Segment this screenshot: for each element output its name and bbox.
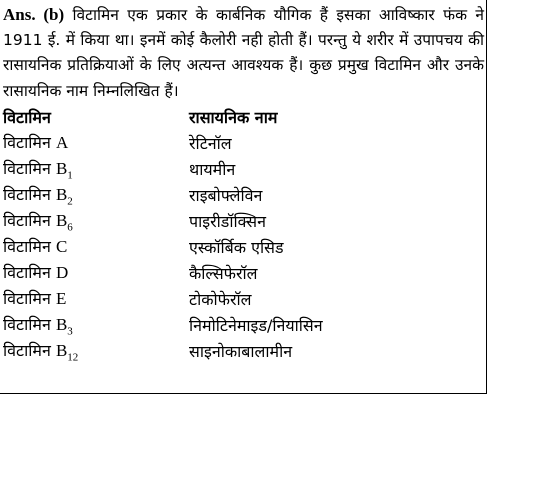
table-row xyxy=(3,156,323,182)
chemical-name-cell: टोकोफेरॉल xyxy=(189,289,252,309)
vitamin-subscript: 12 xyxy=(67,351,79,363)
header-vitamin: विटामिन xyxy=(3,107,51,127)
vitamin-name-cell xyxy=(3,260,189,286)
chemical-name-cell: थायमीन xyxy=(189,159,236,179)
table-row xyxy=(3,338,323,364)
vitamin-letter-text: B xyxy=(55,184,68,204)
vitamin-letter xyxy=(55,314,73,337)
vitamin-letter-text: B xyxy=(55,314,68,334)
vitamin-table xyxy=(3,104,323,364)
table-row xyxy=(3,312,323,338)
vitamin-name-cell xyxy=(3,130,189,156)
vitamin-subscript: 6 xyxy=(67,221,73,233)
vitamin-letter-text: B xyxy=(55,210,68,230)
vitamin-prefix: विटामिन xyxy=(3,288,51,308)
vitamin-name-cell xyxy=(3,338,189,364)
table-row xyxy=(3,208,323,234)
chemical-name-cell: पाइरीडॉक्सिन xyxy=(189,211,266,231)
table-header-row xyxy=(3,104,323,130)
table-row xyxy=(3,260,323,286)
table-row xyxy=(3,234,323,260)
vitamin-prefix: विटामिन xyxy=(3,158,51,178)
vitamin-subscript: 3 xyxy=(67,325,73,337)
vitamin-letter xyxy=(55,340,79,363)
vitamin-subscript: 1 xyxy=(67,169,73,181)
vitamin-name-cell xyxy=(3,234,189,260)
chemical-name-cell: एस्कॉर्बिक एसिड xyxy=(189,237,284,257)
vitamin-letter xyxy=(55,158,73,181)
table-row xyxy=(3,130,323,156)
vitamin-letter-text: B xyxy=(55,158,68,178)
vitamin-prefix: विटामिन xyxy=(3,184,51,204)
answer-label: Ans. (b) xyxy=(3,5,65,24)
vitamin-letter xyxy=(55,184,73,207)
vitamin-name-cell xyxy=(3,312,189,338)
table-row xyxy=(3,182,323,208)
vitamin-letter-text: B xyxy=(55,340,68,360)
vitamin-letter-text: E xyxy=(55,288,67,308)
chemical-name-cell: राइबोफ्लेविन xyxy=(189,185,263,205)
vitamin-prefix: विटामिन xyxy=(3,314,51,334)
vitamin-prefix: विटामिन xyxy=(3,210,51,230)
vitamin-subscript: 2 xyxy=(67,195,73,207)
vitamin-prefix: विटामिन xyxy=(3,340,51,360)
table-row xyxy=(3,286,323,312)
vitamin-prefix: विटामिन xyxy=(3,132,51,152)
vitamin-name-cell xyxy=(3,182,189,208)
vitamin-prefix: विटामिन xyxy=(3,262,51,282)
vitamin-letter xyxy=(56,289,66,308)
vitamin-letter xyxy=(56,133,68,152)
vitamin-rows xyxy=(3,130,323,364)
vitamin-letter-text: D xyxy=(55,262,69,282)
vitamin-letter-text: C xyxy=(55,236,68,256)
chemical-name-cell: कैल्सिफेरॉल xyxy=(189,263,258,283)
vitamin-letter-text: A xyxy=(55,132,69,152)
vitamin-name-cell xyxy=(3,156,189,182)
chemical-name-cell: साइनोकाबालामीन xyxy=(189,341,293,361)
vitamin-letter xyxy=(55,210,73,233)
chemical-name-cell: रेटिनॉल xyxy=(189,133,232,153)
vitamin-prefix: विटामिन xyxy=(3,236,51,256)
vitamin-name-cell xyxy=(3,208,189,234)
chemical-name-cell: निमोटिनेमाइड/नियासिन xyxy=(189,315,323,335)
vitamin-name-cell xyxy=(3,286,189,312)
vitamin-letter xyxy=(56,237,67,256)
vitamin-letter xyxy=(56,263,68,282)
answer-paragraph xyxy=(3,2,484,104)
answer-text: विटामिन एक प्रकार के कार्बनिक यौगिक हैं इसका आविष्कार फंक ने 1911 ई. में किया था। इनमें कोई कैलोरी नही होती हैं। परन्तु ये शरीर में उपापचय की रासायनिक प्रतिक्रियाओं के लिए अत्यन्त आवश्यक हैं। कुछ प्रमुख विटामिन और उनके रासायनिक नाम निम्नलिखित हैं। xyxy=(3,6,485,100)
header-chemical-name: रासायनिक नाम xyxy=(189,107,278,127)
